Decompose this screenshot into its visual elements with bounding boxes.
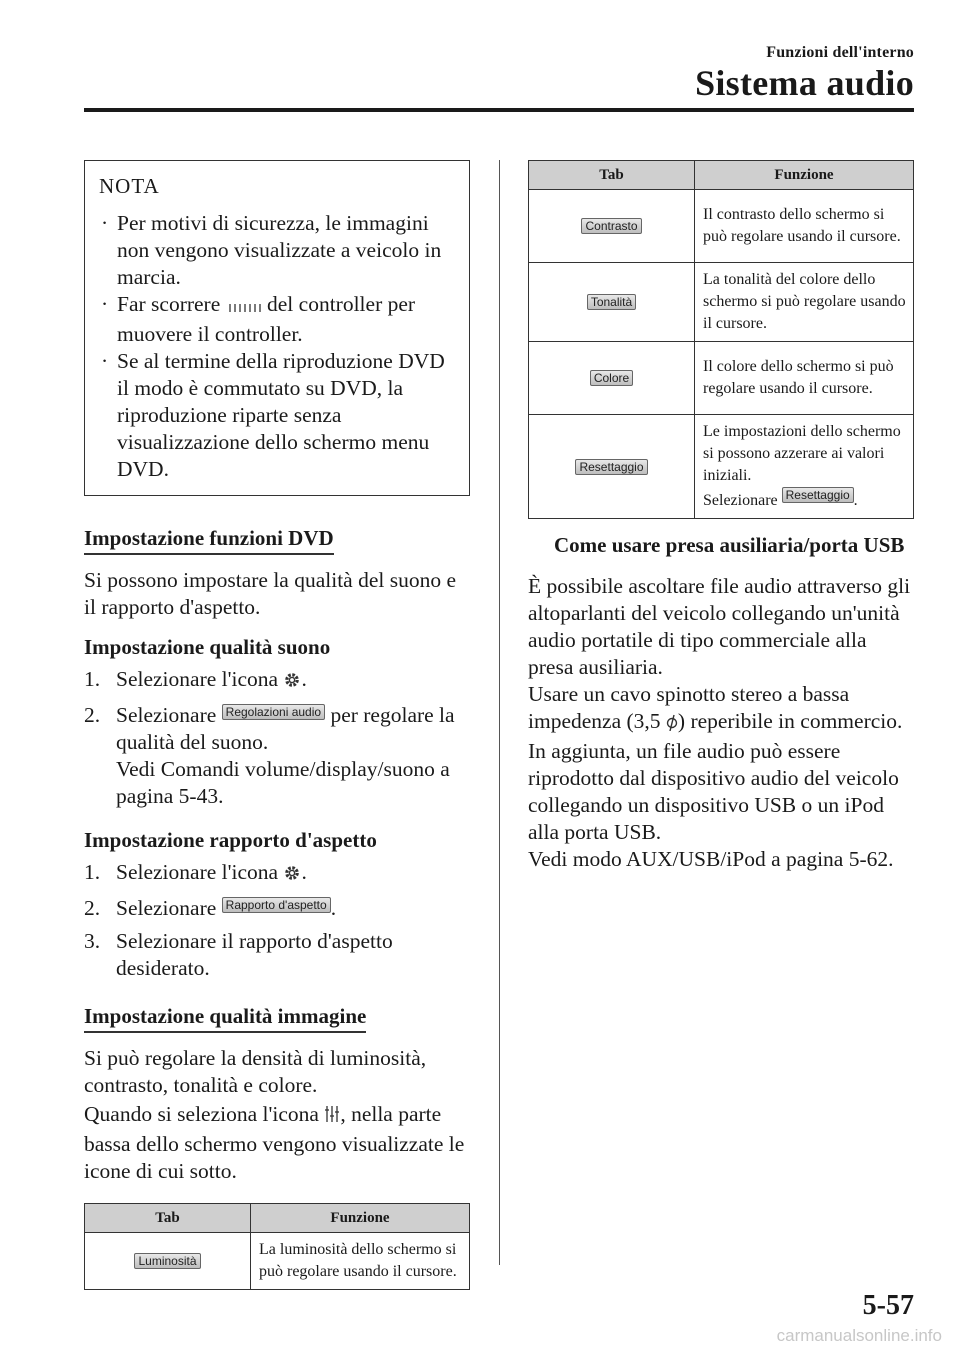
- table-row: Resettaggio Le impostazioni dello schermo si possono azzerare ai valori iniziali. Selezionare Resettaggio .: [529, 415, 914, 519]
- aux-para-3: In aggiunta, un file audio può essere riprodotto dal dispositivo audio del veicolo collegando un dispositivo USB o un iPod alla porta USB.: [528, 739, 899, 844]
- image-quality-icon: [324, 1104, 340, 1131]
- image-quality-para: Si può regolare la densità di luminosità, contrasto, tonalità e colore.: [84, 1046, 427, 1097]
- table-header-function: Funzione: [251, 1204, 470, 1233]
- dvd-intro: Si possono impostare la qualità del suono e il rapporto d'aspetto.: [84, 568, 457, 619]
- table-header-tab: Tab: [85, 1204, 251, 1233]
- table-header-row: [85, 1204, 470, 1233]
- note-title: NOTA: [99, 174, 160, 198]
- table-row: Luminosità La luminosità dello schermo si può regolare usando il cursore.: [85, 1233, 470, 1290]
- aspect-ratio-heading: Impostazione rapporto d'aspetto: [84, 828, 377, 852]
- gear-icon: [283, 669, 301, 696]
- dvd-settings-heading: Impostazione funzioni DVD: [84, 526, 334, 555]
- scroll-wheel-icon: [226, 294, 262, 321]
- audio-step-2: 2. Selezionare Regolazioni audio per regolare la qualità del suono. Vedi Comandi volume/display/suono a pagina 5-43.: [84, 703, 455, 808]
- table-row: Contrasto Il contrasto dello schermo si può regolare usando il cursore.: [529, 190, 914, 263]
- tone-tab-button: Tonalità: [587, 294, 636, 310]
- reset-tab-button: Resettaggio: [575, 459, 647, 475]
- image-tabs-table-continued: [528, 160, 914, 519]
- image-quality-para-2: Quando si seleziona l'icona , nella parte bassa dello schermo vengono visualizzate le icone di cui sotto.: [84, 1102, 465, 1183]
- aspect-step-3: 3. Selezionare il rapporto d'aspetto desiderato.: [84, 929, 393, 980]
- right-column: [528, 160, 914, 873]
- color-tab-button: Colore: [590, 370, 633, 386]
- aspect-step-2: 2. Selezionare Rapporto d'aspetto .: [84, 896, 337, 920]
- gear-icon: [283, 862, 301, 889]
- audio-step-1: 1. Selezionare l'icona .: [84, 666, 470, 696]
- table-header-row: [529, 161, 914, 190]
- diameter-icon: [666, 711, 678, 738]
- aspect-ratio-button: Rapporto d'aspetto: [222, 897, 331, 913]
- audio-settings-button: Regolazioni audio: [222, 704, 325, 720]
- page-title: Sistema audio: [695, 63, 914, 103]
- table-header-tab: Tab: [529, 161, 695, 190]
- left-column: [84, 160, 470, 1290]
- reset-button: Resettaggio: [782, 487, 854, 503]
- note-item: · Se al termine della riproduzione DVD il modo è commutato su DVD, la riproduzione riparte senza visualizzazione dello schermo menu DVD.: [101, 349, 445, 481]
- image-quality-heading: Impostazione qualità immagine: [84, 1004, 366, 1033]
- aux-usb-heading: Come usare presa ausiliaria/porta USB: [554, 533, 905, 557]
- header-rule: [84, 108, 914, 112]
- table-header-function: Funzione: [695, 161, 914, 190]
- note-box: [84, 160, 470, 496]
- watermark: carmanualsonline.info: [776, 1326, 942, 1345]
- page-number: 5-57: [862, 1290, 914, 1321]
- note-item: · Per motivi di sicurezza, le immagini non vengono visualizzate a veicolo in marcia.: [101, 211, 442, 289]
- section-label: Funzioni dell'interno: [766, 44, 914, 61]
- note-item: · Far scorrere del controller per muovere il controller.: [101, 292, 416, 346]
- aux-para-4: Vedi modo AUX/USB/iPod a pagina 5-62.: [528, 847, 894, 871]
- image-tabs-table: [84, 1203, 470, 1290]
- aux-para-2: Usare un cavo spinotto stereo a bassa impedenza (3,5 ) reperibile in commercio.: [528, 681, 914, 738]
- brightness-tab-button: Luminosità: [134, 1253, 200, 1269]
- column-divider: [499, 160, 500, 1265]
- table-row: Colore Il colore dello schermo si può regolare usando il cursore.: [529, 342, 914, 415]
- audio-quality-heading: Impostazione qualità suono: [84, 635, 331, 659]
- aspect-step-1: 1. Selezionare l'icona .: [84, 859, 470, 889]
- aux-para-1: È possibile ascoltare file audio attraverso gli altoparlanti del veicolo collegando un'unità audio portatile di tipo commerciale alla presa ausiliaria.: [528, 574, 911, 679]
- table-row: Tonalità La tonalità del colore dello schermo si può regolare usando il cursore.: [529, 263, 914, 342]
- contrast-tab-button: Contrasto: [581, 218, 641, 234]
